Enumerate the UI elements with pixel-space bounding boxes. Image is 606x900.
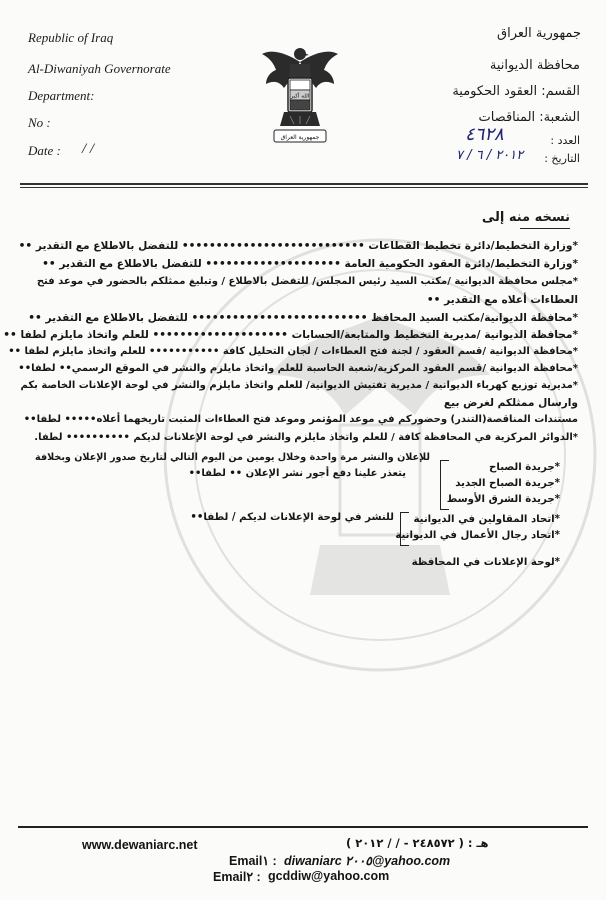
iraq-eagle-emblem bbox=[260, 40, 340, 152]
recipient-line: وارسال ممثلكم لغرض بيع bbox=[443, 397, 578, 409]
unions-note: للنشر في لوحة الإعلانات لديكم / لطفا•• bbox=[190, 512, 394, 523]
emblem-text: الله أكبر bbox=[290, 93, 310, 100]
website-link[interactable]: www.dewaniarc.net bbox=[82, 838, 198, 852]
en-department-label: Department: bbox=[28, 88, 95, 103]
ar-section: الشعبة: المناقصات bbox=[478, 110, 580, 125]
recipient-line: *محافظة الديوانية /قسم العقود / لجنة فتح العطاءات / لجان التحليل كافة ••••••••••• للعلم واتخاذ مايلزم لطفا •• bbox=[8, 346, 578, 357]
en-country: Republic of Iraq bbox=[28, 30, 114, 45]
ar-country: جمهورية العراق bbox=[497, 26, 581, 41]
ar-date-label: التاريخ : bbox=[544, 152, 580, 165]
unions-bracket bbox=[400, 512, 409, 546]
header-divider-thin bbox=[20, 187, 588, 188]
ar-governorate: محافظة الديوانية bbox=[489, 58, 580, 73]
ar-number-label: العدد : bbox=[550, 134, 580, 147]
recipient-line: *محافظة الديوانية/مكتب السيد المحافظ •••••••••••••••••••••••••• للتفضل بالاطلاع مع التقدير •• bbox=[28, 312, 578, 324]
en-governorate: Al-Diwaniyah Governorate bbox=[28, 61, 171, 76]
recipient-line: *مجلس محافظة الديوانية /مكتب السيد رئيس المجلس/ للتفضل بالاطلاع / وتبليغ ممثلكم بالحضور في موعد فتح bbox=[36, 276, 578, 287]
recipient-line: مستندات المناقصة(التندر) وحضوركم في موعد المؤتمر وموعد فتح العطاءات المثبت تاريخهما أعلاه••••• لطفا•• bbox=[23, 414, 578, 425]
en-date-value: / / bbox=[82, 141, 95, 157]
recipient-line: *محافظة الديوانية /مديرية التخطيط والمتابعة/الحسابات •••••••••••••••••••• للعلم واتخاذ مايلزم لطفا •• bbox=[3, 329, 578, 341]
footer-rule bbox=[18, 826, 588, 828]
recipient-line: *محافظة الديوانية /قسم العقود المركزية/شعبة الحاسبة للعلم واتخاذ مايلزم والنشر في الموقع الرسمي•• لطفا•• bbox=[18, 363, 578, 374]
email1-label: Email١ : bbox=[229, 854, 277, 868]
ar-date-value: ٢٠١٢ / ٦ / ٧ bbox=[456, 148, 524, 163]
announcement-board: *لوحة الإعلانات في المحافظة bbox=[411, 557, 560, 568]
ar-number-value: ٤٦٢٨ bbox=[465, 124, 504, 145]
recipient-line: *وزارة التخطيط/دائرة العقود الحكومية العامة •••••••••••••••••••• للتفضل بالاطلاع مع التقدير •• bbox=[42, 258, 578, 270]
distribution-title: نسخه منه إلى bbox=[481, 210, 570, 225]
newspapers-note-line2: يتعذر علينا دفع أجور نشر الإعلان •• لطفا•• bbox=[188, 468, 406, 479]
newspaper-item: *جريدة الصباح الجديد bbox=[455, 478, 560, 489]
email2-address[interactable]: gcddiw@yahoo.com bbox=[268, 869, 390, 883]
phone-number: هـ : ( ٢٤٨٥٧٢ - / / ٢٠١٢ ) bbox=[346, 836, 489, 850]
email2-label: Email٢ : bbox=[213, 870, 261, 884]
en-date-label: Date : bbox=[28, 143, 61, 158]
recipient-line: *الدوائر المركزية في المحافظة كافة / للعلم واتخاذ مايلزم والنشر في لوحة الإعلانات لديكم •••••••••• لطفا. bbox=[34, 432, 578, 443]
recipient-line: العطاءات أعلاه مع التقدير •• bbox=[426, 294, 578, 306]
union-item: *اتحاد رجال الأعمال في الديوانية bbox=[395, 530, 560, 541]
newspaper-item: *جريدة الصباح bbox=[489, 462, 560, 473]
newspapers-bracket bbox=[440, 460, 449, 510]
newspapers-note-line1: للإعلان والنشر مرة واحدة وخلال يومين من اليوم التالي لتاريخ صدور الإعلان وبخلافة bbox=[35, 452, 430, 463]
recipient-line: *وزارة التخطيط/دائرة تخطيط القطاعات ••••••••••••••••••••••••••• للتفضل بالاطلاع مع التقدير •• bbox=[18, 240, 578, 252]
newspaper-item: *جريدة الشرق الأوسط bbox=[446, 494, 560, 505]
recipient-line: *مديرية توزيع كهرباء الديوانية / مديرية تفتيش الديوانية/ للعلم واتخاذ مايلزم والنشر في لوحة الإعلانات الخاصة بكم bbox=[20, 380, 578, 391]
header-divider bbox=[20, 183, 588, 185]
ar-department: القسم: العقود الحكومية bbox=[452, 84, 580, 99]
email1-address[interactable]: diwaniarc ٢٠٠٥@yahoo.com bbox=[284, 854, 451, 868]
emblem-caption: جمهورية العراق bbox=[280, 134, 320, 141]
title-underline bbox=[520, 228, 570, 229]
union-item: *اتحاد المقاولين في الديوانية bbox=[413, 514, 560, 525]
en-no-label: No : bbox=[28, 115, 51, 130]
